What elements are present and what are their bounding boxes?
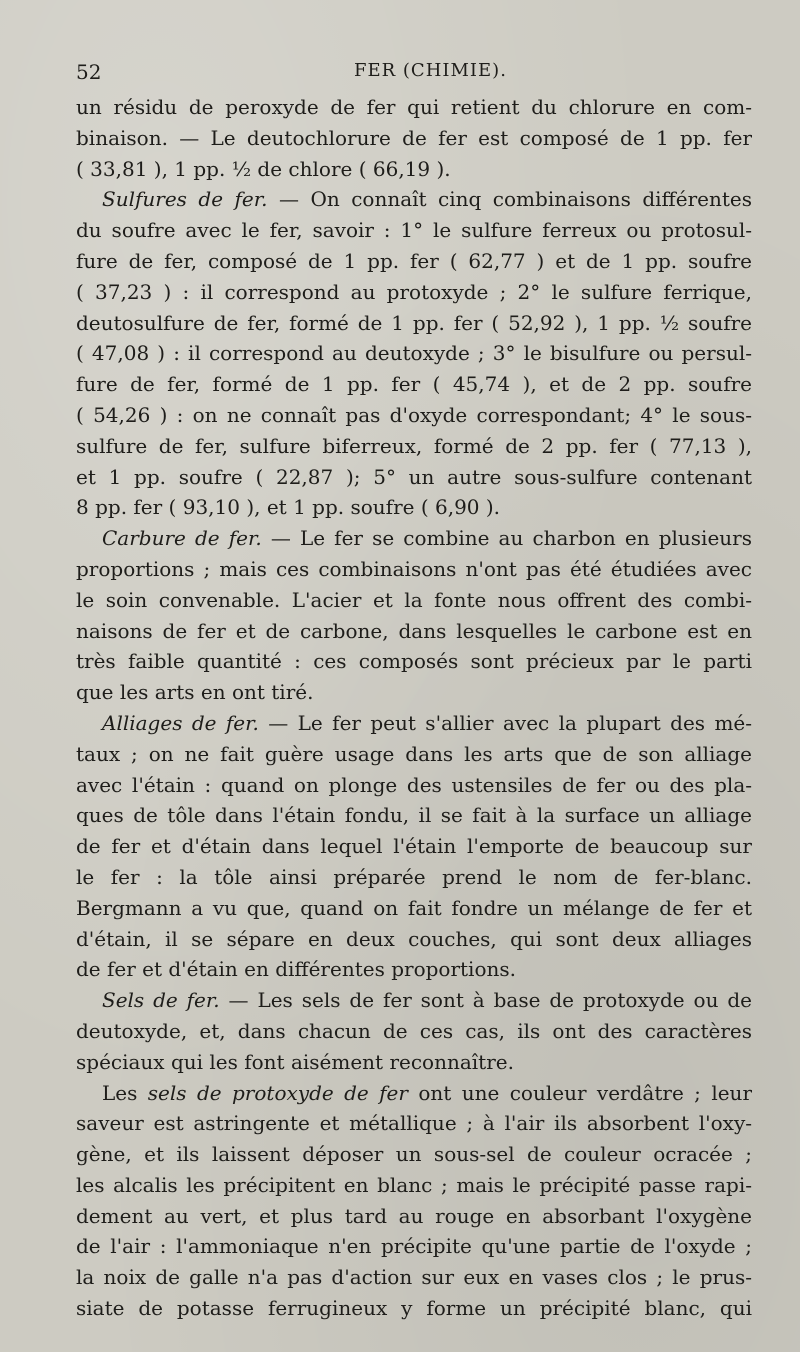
text-line	[76, 1047, 752, 1078]
line-text: spéciaux qui les font aisément reconnaître.	[76, 1049, 514, 1074]
line-text: très faible quantité : ces composés sont précieux par le parti	[76, 649, 752, 674]
text-line	[76, 677, 752, 708]
line-text: ( 54,26 ) : on ne connaît pas d'oxyde correspondant; 4° le sous-	[76, 402, 752, 427]
line-text: gène, et ils laissent déposer un sous-sel de couleur ocracée ;	[76, 1142, 752, 1167]
line-text: le soin convenable. L'acier et la fonte nous offrent des combi-	[76, 587, 752, 612]
line-text: un résidu de peroxyde de fer qui retient du chlorure en com-	[76, 95, 752, 119]
text-line	[76, 1231, 752, 1262]
text-line	[76, 462, 752, 493]
line-text: de fer et d'étain en différentes proportions.	[76, 957, 516, 982]
text-line	[76, 646, 752, 677]
text-line	[76, 246, 752, 277]
running-title: FER (CHIMIE).	[354, 60, 507, 81]
text-line	[76, 523, 752, 554]
line-text: ( 47,08 ) : il correspond au deutoxyde ; 3° le bisulfure ou persul-	[76, 341, 752, 366]
text-line	[76, 154, 752, 185]
line-text: de fer et d'étain dans lequel l'étain l'emporte de beaucoup sur	[76, 834, 752, 859]
line-text: sulfure de fer, sulfure biferreux, formé de 2 pp. fer ( 77,13 ),	[76, 433, 752, 458]
text-line	[76, 1262, 752, 1293]
text-line	[76, 92, 752, 123]
text-line	[76, 400, 752, 431]
text-line	[76, 492, 752, 523]
line-text: binaison. — Le deutochlorure de fer est composé de 1 pp. fer	[76, 125, 752, 150]
line-text: que les arts en ont tiré.	[76, 680, 314, 705]
text-line	[76, 831, 752, 862]
running-head	[76, 58, 752, 92]
text-line	[76, 708, 752, 739]
line-text: siate de potasse ferrugineux y forme un précipité blanc, qui	[76, 1296, 752, 1321]
text-line	[76, 1293, 752, 1324]
line-text: et 1 pp. soufre ( 22,87 ); 5° un autre sous-sulfure contenant	[76, 464, 752, 489]
italic-heading: Sulfures de fer.	[102, 187, 268, 212]
italic-heading: Sels de fer.	[102, 988, 220, 1013]
text-line	[76, 1016, 752, 1047]
line-text: les alcalis les précipitent en blanc ; mais le précipité passe rapi-	[76, 1172, 752, 1197]
line-text: — Le fer se combine au charbon en plusieurs	[261, 526, 752, 551]
text-line	[76, 184, 752, 215]
text-line	[76, 770, 752, 801]
line-text: avec l'étain : quand on plonge des ustensiles de fer ou des pla-	[76, 772, 752, 797]
line-text: ( 37,23 ) : il correspond au protoxyde ; 2° le sulfure ferrique,	[76, 279, 752, 304]
line-text: deutoxyde, et, dans chacun de ces cas, ils ont des caractères	[76, 1018, 752, 1043]
text-line	[76, 1139, 752, 1170]
line-text: — On connaît cinq combinaisons différentes	[267, 187, 752, 212]
line-text: naisons de fer et de carbone, dans lesquelles le carbone est en	[76, 618, 752, 643]
text-line	[76, 616, 752, 647]
text-line	[76, 585, 752, 616]
line-text: ques de tôle dans l'étain fondu, il se fait à la surface un alliage	[76, 803, 752, 828]
text-line	[76, 1108, 752, 1139]
text-line	[76, 924, 752, 955]
text-line	[76, 893, 752, 924]
line-text: Les	[102, 1080, 148, 1105]
line-text: saveur est astringente et métallique ; à l'air ils absorbent l'oxy-	[76, 1111, 752, 1136]
text-line	[76, 554, 752, 585]
line-text: — Le fer peut s'allier avec la plupart des mé-	[258, 710, 752, 735]
line-text: dement au vert, et plus tard au rouge en absorbant l'oxygène	[76, 1203, 752, 1228]
text-line	[76, 985, 752, 1016]
text-line	[76, 1170, 752, 1201]
line-text: la noix de galle n'a pas d'action sur eux en vases clos ; le prus-	[76, 1265, 752, 1290]
text-line	[76, 1078, 752, 1109]
line-text: fure de fer, composé de 1 pp. fer ( 62,77 ) et de 1 pp. soufre	[76, 248, 752, 273]
line-text: Bergmann a vu que, quand on fait fondre un mélange de fer et	[76, 895, 752, 920]
line-text: de l'air : l'ammoniaque n'en précipite qu'une partie de l'oxyde ;	[76, 1234, 752, 1259]
line-text: — Les sels de fer sont à base de protoxyde ou de	[219, 988, 752, 1013]
text-line	[76, 431, 752, 462]
page-number: 52	[76, 60, 102, 84]
text-line	[76, 1201, 752, 1232]
line-text: du soufre avec le fer, savoir : 1° le sulfure ferreux ou protosul-	[76, 218, 752, 243]
line-text: ont une couleur verdâtre ; leur	[407, 1080, 752, 1105]
text-line	[76, 338, 752, 369]
line-text: deutosulfure de fer, formé de 1 pp. fer ( 52,92 ), 1 pp. ½ soufre	[76, 310, 752, 335]
text-line	[76, 123, 752, 154]
line-text: d'étain, il se sépare en deux couches, qui sont deux alliages	[76, 926, 752, 951]
text-line	[76, 369, 752, 400]
text-line	[76, 739, 752, 770]
italic-heading: Alliages de fer.	[102, 710, 259, 735]
text-line	[76, 800, 752, 831]
line-text: ( 33,81 ), 1 pp. ½ de chlore ( 66,19 ).	[76, 156, 451, 181]
line-text: le fer : la tôle ainsi préparée prend le nom de fer-blanc.	[76, 864, 752, 889]
text-line	[76, 308, 752, 339]
italic-heading: Carbure de fer.	[102, 526, 262, 551]
line-text: fure de fer, formé de 1 pp. fer ( 45,74 ), et de 2 pp. soufre	[76, 372, 752, 397]
text-line	[76, 215, 752, 246]
line-text: proportions ; mais ces combinaisons n'ont pas été étudiées avec	[76, 556, 752, 581]
book-page	[76, 58, 752, 1324]
line-text: taux ; on ne fait guère usage dans les arts que de son alliage	[76, 741, 752, 766]
line-text: 8 pp. fer ( 93,10 ), et 1 pp. soufre ( 6,90 ).	[76, 495, 501, 520]
italic-heading: sels de protoxyde de fer	[147, 1080, 408, 1105]
page-body-text	[76, 92, 752, 1324]
text-line	[76, 862, 752, 893]
text-line	[76, 954, 752, 985]
text-line	[76, 277, 752, 308]
